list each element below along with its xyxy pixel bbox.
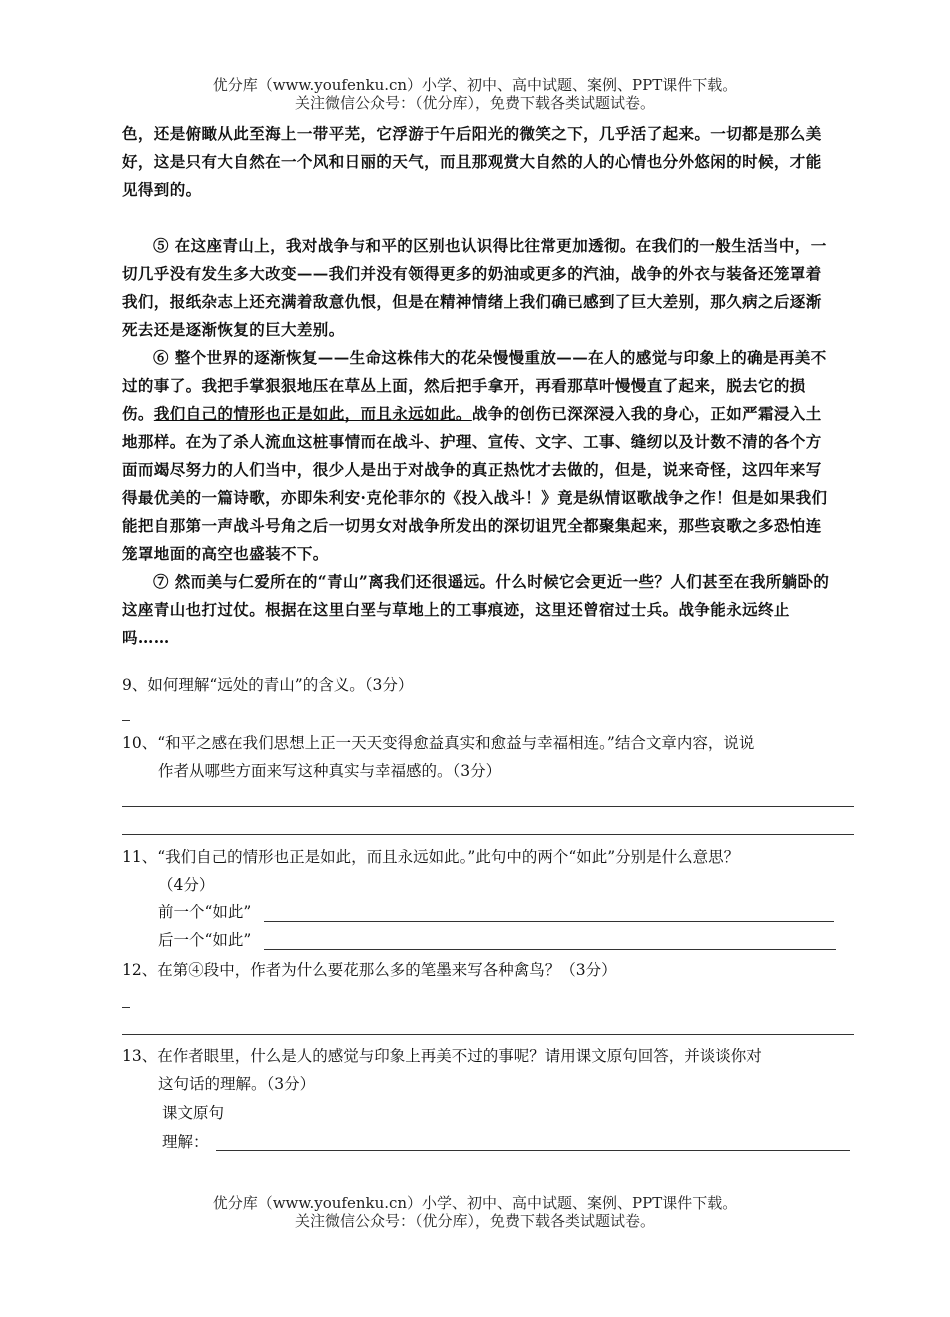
q11-line-1: “我们自己的情形也正是如此，而且永远如此。”此句中的两个“如此”分别是什么意思？ — [157, 848, 740, 866]
page-header — [0, 76, 950, 112]
q12-text: 在第④段中，作者为什么要花那么多的笔墨来写各种禽鸟？（3分） — [157, 961, 617, 979]
q11-back-label: 后一个“如此” — [158, 931, 252, 949]
q9-text: 如何理解“远处的青山”的含义。（3分） — [147, 676, 414, 694]
q13-original-label: 课文原句 — [162, 1104, 225, 1122]
question-12 — [122, 956, 617, 984]
q13-line-1: 在作者眼里，什么是人的感觉与印象上再美不过的事呢？请用课文原句回答，并谈谈你对 — [157, 1047, 762, 1065]
passage-paragraph-continued: 色，还是俯瞰从此至海上一带平芜，它浮游于午后阳光的微笑之下，几乎活了起来。一切都是那么美好，这是只有大自然在一个风和日丽的天气，而且那观赏大自然的人的心情也分外悠闲的时候，才能见得到的。 — [122, 124, 822, 199]
footer-line-2: 关注微信公众号：（优分库），免费下载各类试题试卷。 — [294, 1212, 655, 1230]
q13-number: 13、 — [122, 1047, 158, 1065]
p6-part-b: 战争的创伤已深深浸入我的身心，正如严霜浸入土地那样。在为了杀人流血这桩事情而在战斗、护理、宣传、文字、工事、缝纫以及计数不清的各个方面而竭尽努力的人们当中，很少人是出于对战争的真正热忱才去做的，但是，说来奇怪，这四年来写得最优美的一篇诗歌，亦即朱利安·克伦菲尔的《投入战斗！》竟是纵情讴歌战争之作！但是如果我们能把自那第一声战斗号角之后一切男女对战争所发出的深切诅咒全都聚集起来，那些哀歌之多恐怕连笼罩地面的高空也盛装不下。 — [122, 404, 828, 563]
footer-line-1: 优分库（www.youfenku.cn）小学、初中、高中试题、案例、PPT课件下载。 — [212, 1194, 738, 1212]
q9-number: 9、 — [122, 676, 148, 694]
q11-front-answer-line[interactable] — [264, 921, 834, 922]
p6-part-a: ⑥ 整个世界的逐渐恢复——生命这株伟大的花朵慢慢重放——在人的感觉与印象上的确是再美不过的事了。我把手掌狠狠地压在草丛上面，然后把手拿开，再看那草叶慢慢直了起来，脱去它的损伤。 — [122, 348, 827, 423]
q10-answer-line-2[interactable] — [122, 834, 854, 835]
passage — [122, 120, 834, 652]
passage-paragraph-5: ⑤ 在这座青山上，我对战争与和平的区别也认识得比往常更加透彻。在我们的一般生活当中，一切几乎没有发生多大改变——我们并没有领得更多的奶油或更多的汽油，战争的外衣与装备还笼罩着我们，报纸杂志上还充满着敌意仇恨，但是在精神情绪上我们确已感到了巨大差别，那久病之后逐渐死去还是逐渐恢复的巨大差别。 — [122, 236, 827, 339]
q9-answer-mark[interactable] — [122, 720, 130, 721]
header-line-1: 优分库（www.youfenku.cn）小学、初中、高中试题、案例、PPT课件下载。 — [212, 76, 738, 94]
p6-underlined-sentence: 我们自己的情形也正是如此，而且永远如此。 — [153, 404, 472, 423]
page-footer — [0, 1194, 950, 1230]
question-13 — [122, 1042, 857, 1098]
q12-number: 12、 — [122, 961, 158, 979]
q13-understanding-answer-line[interactable] — [216, 1150, 850, 1151]
header-line-2: 关注微信公众号：（优分库），免费下载各类试题试卷。 — [294, 94, 655, 112]
q12-answer-mark[interactable] — [122, 1007, 130, 1008]
passage-paragraph-6 — [122, 344, 834, 568]
q10-number: 10、 — [122, 734, 158, 752]
q13-understanding-label: 理解： — [162, 1133, 209, 1151]
q10-line-1: “和平之感在我们思想上正一天天变得愈益真实和愈益与幸福相连。”结合文章内容，说说 — [157, 734, 755, 752]
passage-paragraph-7: ⑦ 然而美与仁爱所在的“青山”离我们还很遥远。什么时候它会更近一些？人们甚至在我所躺卧的这座青山也打过仗。根据在这里白垩与草地上的工事痕迹，这里还曾宿过士兵。战争能永远终止吗…… — [122, 572, 830, 647]
question-11 — [122, 843, 857, 899]
question-10 — [122, 729, 857, 785]
question-9 — [122, 671, 413, 699]
q10-line-2: 作者从哪些方面来写这种真实与幸福感的。（3分） — [158, 762, 502, 780]
q12-answer-line[interactable] — [122, 1034, 854, 1035]
q11-line-2: （4分） — [158, 876, 215, 894]
q11-back-answer-line[interactable] — [264, 949, 836, 950]
q13-line-2: 这句话的理解。（3分） — [158, 1075, 316, 1093]
q10-answer-line-1[interactable] — [122, 806, 854, 807]
q11-number: 11、 — [122, 848, 158, 866]
q11-front-label: 前一个“如此” — [158, 903, 252, 921]
